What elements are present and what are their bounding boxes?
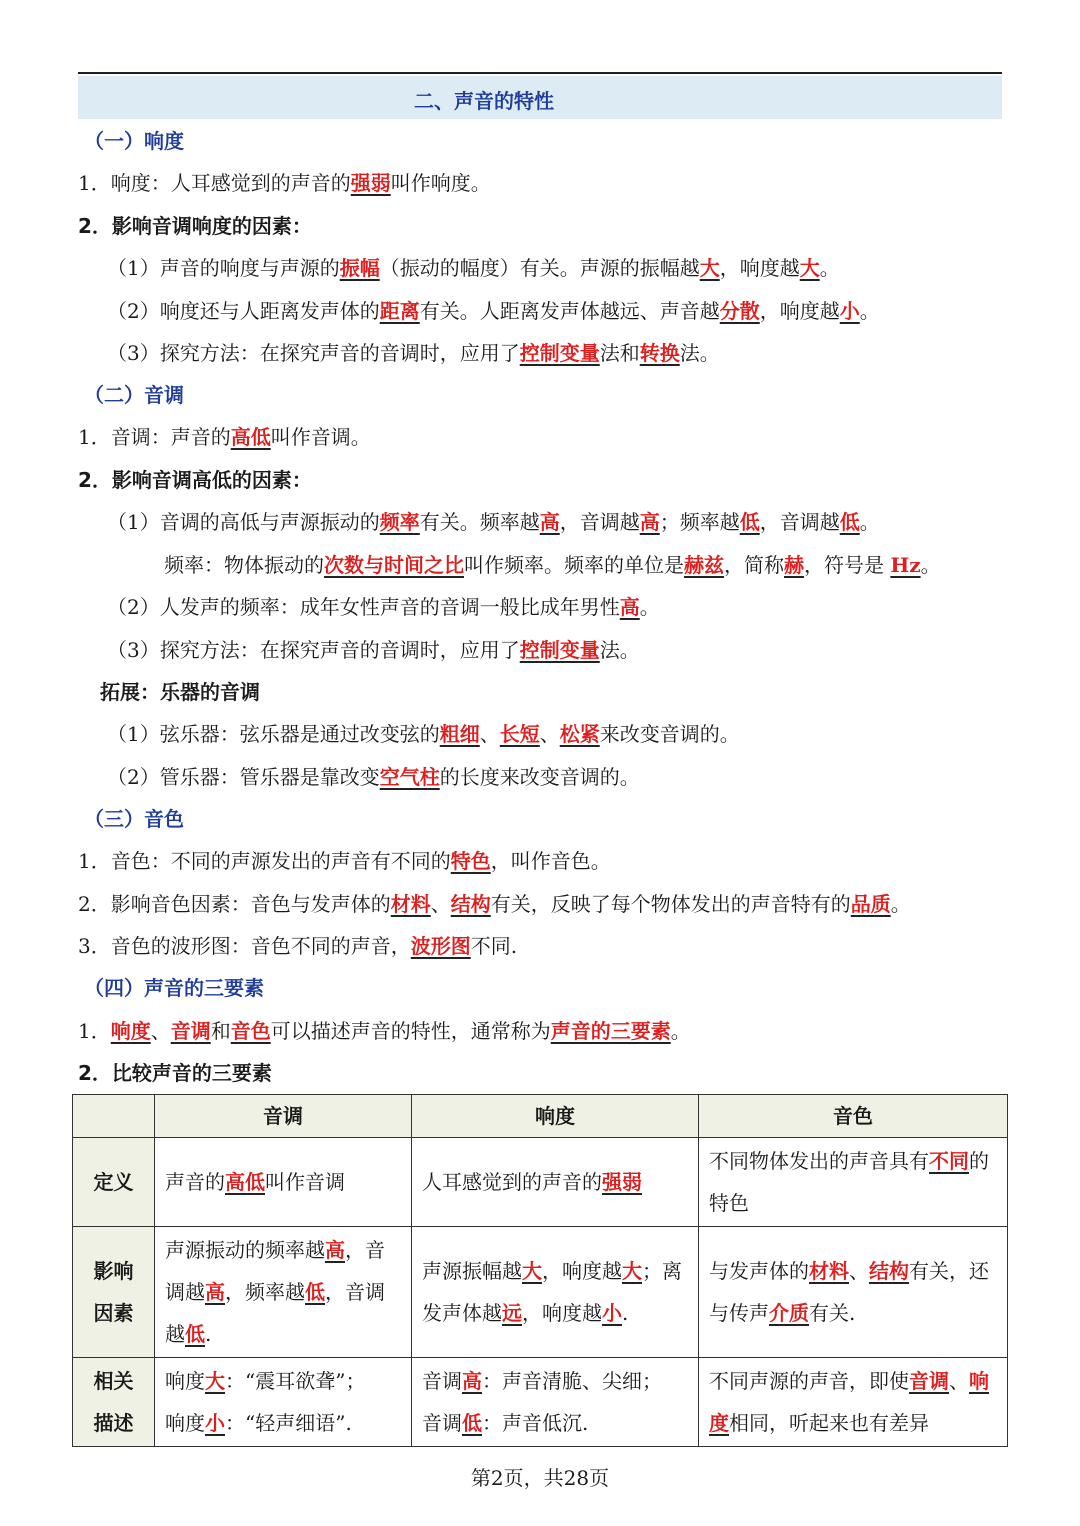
cell-timbre-description: 不同声源的声音，即使音调、响度相同，听起来也有差异: [699, 1358, 1008, 1447]
pitch-definition: 1．音调：声音的高低叫作音调。: [78, 425, 371, 449]
cell-loudness-description: 音调高：声音清脆、尖细； 音调低：声音低沉.: [412, 1358, 699, 1447]
table-row-definition: [73, 1138, 1008, 1227]
pitch-factors-heading: 2．影响音调高低的因素：: [78, 468, 312, 492]
timbre-definition: 1．音色：不同的声源发出的声音有不同的特色，叫作音色。: [78, 849, 611, 873]
row-label-description: 相关 描述: [73, 1358, 155, 1447]
cell-pitch-definition: 声音的高低叫作音调: [155, 1138, 412, 1227]
header-pitch: 音调: [155, 1095, 412, 1138]
loudness-factor-1: （1）声音的响度与声源的振幅（振动的幅度）有关。声源的振幅越大，响度越大。: [107, 256, 840, 280]
row-label-definition: 定义: [73, 1138, 155, 1227]
loudness-method: （3）探究方法：在探究声音的音调时，应用了控制变量法和转换法。: [107, 341, 720, 365]
cell-timbre-factors: 与发声体的材料、结构有关，还与传声介质有关.: [699, 1227, 1008, 1358]
cell-loudness-factors: 声源振幅越大，响度越大；离发声体越远，响度越小.: [412, 1227, 699, 1358]
pitch-method: （3）探究方法：在探究声音的音调时，应用了控制变量法。: [107, 638, 640, 662]
table-row-factors: [73, 1227, 1008, 1358]
frequency-definition: 频率：物体振动的次数与时间之比叫作频率。频率的单位是赫兹，简称赫，符号是 Hz。: [164, 553, 941, 577]
header-timbre: 音色: [699, 1095, 1008, 1138]
comparison-heading: 2．比较声音的三要素: [78, 1061, 272, 1085]
heading-loudness: （一）响度: [84, 129, 184, 153]
loudness-factor-2: （2）响度还与人距离发声体的距离有关。人距离发声体越远、声音越分散，响度越小。: [107, 299, 880, 323]
loudness-definition: 1．响度：人耳感觉到的声音的强弱叫作响度。: [78, 171, 491, 195]
cell-pitch-description: 响度大：“震耳欲聋”； 响度小：“轻声细语”.: [155, 1358, 412, 1447]
table-corner-cell: [73, 1095, 155, 1138]
comparison-table: [72, 1094, 1008, 1447]
loudness-factors-heading: 2．影响音调响度的因素：: [78, 214, 312, 238]
cell-loudness-definition: 人耳感觉到的声音的强弱: [412, 1138, 699, 1227]
page-footer: 第2页，共28页: [470, 1466, 610, 1490]
cell-pitch-factors: 声源振动的频率越高，音调越高，频率越低，音调越低.: [155, 1227, 412, 1358]
page-title: 二、声音的特性: [414, 89, 554, 113]
timbre-waveform: 3．音色的波形图：音色不同的声音，波形图不同.: [78, 934, 518, 958]
string-instruments: （1）弦乐器：弦乐器是通过改变弦的粗细、长短、松紧来改变音调的。: [107, 722, 740, 746]
extension-heading: 拓展：乐器的音调: [100, 680, 260, 704]
pitch-factor-1: （1）音调的高低与声源振动的频率有关。频率越高，音调越高；频率越低，音调越低。: [107, 510, 880, 534]
table-row-description: [73, 1358, 1008, 1447]
row-label-factors: 影响 因素: [73, 1227, 155, 1358]
heading-pitch: （二）音调: [84, 383, 184, 407]
cell-timbre-definition: 不同物体发出的声音具有不同的特色: [699, 1138, 1008, 1227]
top-rule: [78, 72, 1002, 74]
header-loudness: 响度: [412, 1095, 699, 1138]
pitch-factor-2: （2）人发声的频率：成年女性声音的音调一般比成年男性高。: [107, 595, 660, 619]
heading-three-elements: （四）声音的三要素: [84, 976, 264, 1000]
wind-instruments: （2）管乐器：管乐器是靠改变空气柱的长度来改变音调的。: [107, 765, 640, 789]
timbre-factors: 2．影响音色因素：音色与发声体的材料、结构有关，反映了每个物体发出的声音特有的品质。: [78, 892, 911, 916]
three-elements-definition: 1．响度、音调和音色可以描述声音的特性，通常称为声音的三要素。: [78, 1019, 691, 1043]
heading-timbre: （三）音色: [84, 807, 184, 831]
table-header-row: [73, 1095, 1008, 1138]
